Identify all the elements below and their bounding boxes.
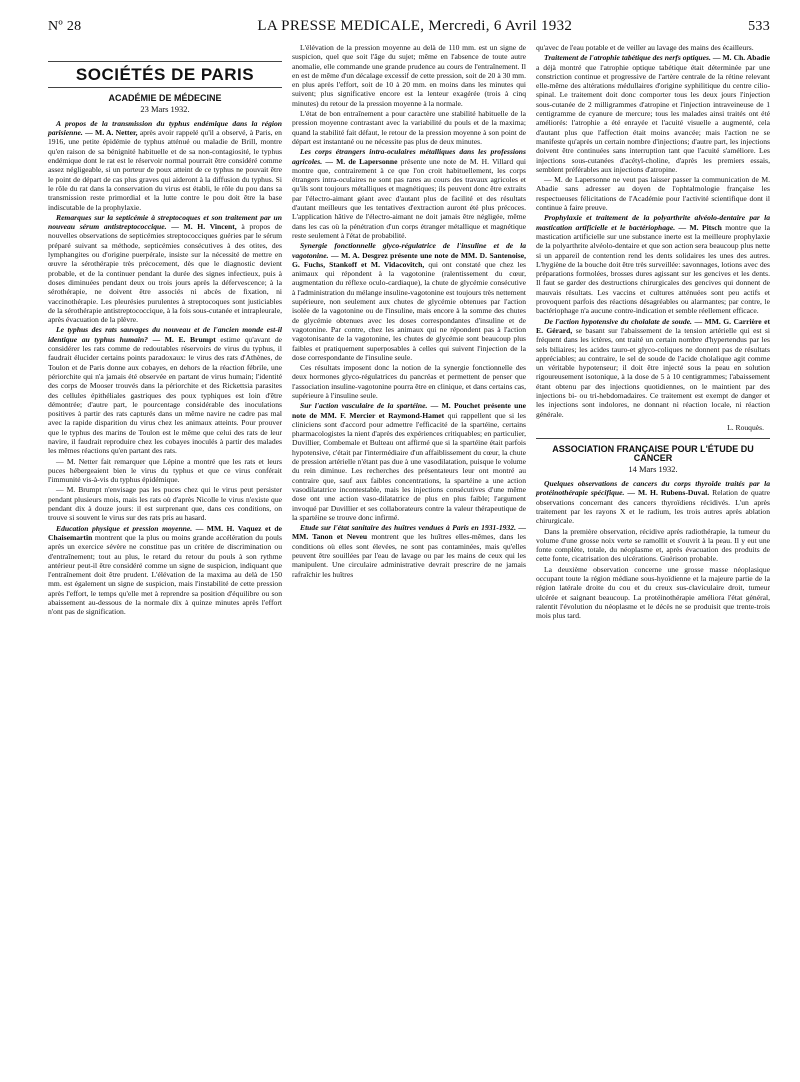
academy-date: 23 Mars 1932. — [140, 103, 190, 114]
paragraph-second-obs: La deuxième observation concerne une grosse masse néoplasique occupant toute la région médiane sous-hyoïdienne et la majeure partie de la région latérale droite du cou et du creux sus-claviculaire droit, tumeur ulcérée et saignant beaucoup. La protéinothérapie améliora l'état général, ralentit l'évolution du néoplasme et le décès ne se produisit que trente-trois mois plus tard. — [536, 564, 770, 621]
association-heading: ASSOCIATION FRANÇAISE POUR L'ÉTUDE DU CANCER — [552, 444, 754, 464]
signature: L. Rouquès. — [727, 422, 764, 432]
page-header — [48, 18, 770, 35]
article-columns — [48, 43, 770, 622]
paragraph-oysters-end: qu'avec de l'eau potable et de veiller au lavage des mains des écailleurs. — [536, 43, 754, 52]
comment-netter: — M. Netter fait remarquer que Lépine a montré que les rats et leurs puces hébergeaient bien le virus du typhus et que ce virus conférait l'immunité vis-à-vis du typhus épidémique. — [48, 456, 282, 485]
association-date: 14 Mars 1932. — [628, 463, 678, 474]
comment-lapersonne: — M. de Lapersonne ne veut pas laisser passer la communication de M. Abadie sans adresser au doyen de l'ophtalmologie française les respectueuses félicitations de l'Académie pour l'activité scientifique dont il continue à faire preuve. — [536, 175, 770, 213]
journal-title: LA PRESSE MEDICALE, Mercredi, 6 Avril 1932 — [257, 18, 573, 34]
academy-heading: ACADÉMIE DE MÉDECINE — [108, 93, 222, 104]
comment-brumpt: — M. Brumpt n'envisage pas les puces chez qui le virus peut persister pendant plusieurs mois, mais les rats où d'après Nicolle le virus n'existe que pendant dix à douze jours: il est surprenant que, dans ces conditions, on trouve si souvent le virus sur des rats pris au hasard. — [48, 485, 282, 523]
issue-date: Mercredi, 6 Avril 1932 — [428, 18, 573, 34]
paragraph-synergy: Ces résultats imposent donc la notion de la synergie fonctionnelle des deux hormones glyco-régulatrices du pancréas et permettent de penser que l'association insuline-vagotonine pourra être en clinique, et dans certains cas, supérieure à l'insuline seule. — [292, 363, 526, 400]
article-brumpt: Le typhus des rats sauvages du nouveau et de l'ancien monde est-il identique au typhus humain? — M. E. Brumpt estime qu'avant de considérer les rats comme de redoutables réservoirs de virus du typhus, il faudrait élucider certains points paradoxaux: le virus des rats d'Athènes, de Toulon et de Paris donne aux cobayes, en dehors de la réaction fébrile, une périorchite qui n'a jamais été observée en partant de virus humain; l'identité des corps de Mooser trouvés dans la périorchite et des Rickettsia parasites des cellules épithéliales gastriques des poux typhiques est loin d'être démontrée; d'autre part, le pourcentage considérable des inoculations positives à partir des rats capturés dans un même navire ne cadre pas mal avec la rapide disparition du virus chez les animaux atteints. Pour prouver que le typhus des marins de Toulon est le même que celui des rats de leur navire, il faudrait reproduire chez les cobayes inoculés à partir des malades les mêmes réactions qu'en partant des rats. — [48, 325, 283, 456]
article-desgrez: Synergie fonctionnelle glyco-régulatrice de l'insuline et de la vagotonine. — M. A. Desgrez présente une note de MM. D. Santenoise, G. Fuchs, Stankoff et M. Vidacovitch, qui ont constaté que chez les animaux qui répondent à la vagotonine (ralentissement du cœur, augmentation du réflexe oculo-cardiaque), la chute de glycémie consécutive à l'administration du mélange insuline-vagotonine est toujours très nettement supérieure, non seulement aux chutes de glycémie obtenues par l'action isolée de la vagotonine ou de l'insuline, mais encore à la somme des chutes de glycémie obtenues avec les doses correspondantes d'insuline et de vagotonine. Par contre, chez les animaux qui ne répondent pas à l'action vagotonisante de la vagotonine, les chutes de glycémie sont beaucoup plus faibles et pratiquement superposables à celles qui suivent l'injection de la dose correspondante de l'insuline seule. — [292, 241, 526, 362]
paragraph-pressure: L'élévation de la pression moyenne au delà de 110 mm. est un signe de suspicion, quel que soit l'âge du sujet; même en l'absence de toute autre anomalie, elle commande une grande prudence au cours de l'entraînement. Il en est de même d'un décalage excessif de cette pression, soit de 20 à 30 mm. en plus après l'effort, soit de 10 à 20 mm. en moins dans les minutes qui suivent; plus significative encore est la lenteur exagérée (trois à cinq minutes) du retour de la pression moyenne à la normale. — [292, 43, 526, 108]
paragraph-training: L'état de bon entraînement a pour caractère une stabilité habituelle de la pression moyenne contrastant avec la variabilité du pouls et de la maxima; quand la stabilité fait défaut, le retour de la pression moyenne à son point de départ est instantané ou ne nécessite pas plus de deux minutes. — [292, 109, 526, 146]
article-tanon: Etude sur l'état sanitaire des huîtres vendues à Paris en 1931-1932. — MM. Tanon et Neveu montrent que les huîtres elles-mêmes, dans les conditions où elles sont élevées, ne sont pas contaminées, mais qu'elles peuvent être souillées par l'eau de lavage ou par les mains de ceux qui les manipulent. Une circulaire administrative devrait prescrire de ne jamais rafraîchir les huîtres — [292, 523, 526, 579]
page-number: 533 — [748, 19, 770, 34]
article-pitsch: Prophylaxie et traitement de la polyarthrite alvéolo-dentaire par la mastication artificielle et le bactériophage. — M. Pitsch montre que la mastication artificielle sur une substance inerte est la meilleure prophylaxie de la polyarthrite alvéolo-dentaire et que son action sera beaucoup plus nette si un appareil de contention rend les dents solidaires les unes des autres. L'hygiène de la bouche doit être très surveillée: savonnages, lotions avec des préparations formolées, brosses dures agissant sur les gencives et les dents. Il faut se garder des destructions chirurgicales des gencives qui donnent de mauvais résultats. Les vaccins et cultures atténuées sont peu actifs et provoquent parfois des réactions désagréables ou alarmantes; par contre, le bactériophage n'a aucune contre-indication et semble réellement efficace. — [536, 213, 770, 316]
article-abadie: Traitement de l'atrophie tabétique des nerfs optiques. — M. Ch. Abadie a déjà montré que l'atrophie optique tabétique était déterminée par une constriction continue et progressive de l'artère centrale de la rétine relevant elle-même des altérations médullaires d'origine syphilitique du centre cilio-spinal. Le traitement doit donc comporter tous les deux jours l'injection sous-cutanée de 2 milligrammes d'atropine et l'injection intraveineuse de 1 centigramme de cyanure de mercure; tous les malades ainsi traités ont été améliorés: l'atrophie a été enrayée et l'acuité visuelle a augmenté, cela d'autant plus que l'affection était moins avancée; mais l'action ne se manifeste qu'après un certain nombre d'injections; d'autre part, les injections doivent être continuées sans interruption tant que l'acuité s'améliore. Les injections sous-cutanées d'acétyl-choline, d'après les premiers essais, semblent préférables aux injections d'atropine. — [536, 53, 770, 174]
article-carriere: De l'action hypotensive du cholalate de soude. — MM. G. Carrière et E. Gérard, se basant sur l'abaissement de la tension artérielle qui est si fréquent dans les ictères, ont traité un certain nombre d'hypertendus par les sels biliaires; les acides tauro-et glyco-coliques ne donnent pas de résultats appréciables; au contraire, le sel de soude de l'acide cholalique agit comme un véritable hypotenseur; il doit être injecté sous la peau en solution rigoureusement isotonique, à la dose de 5 à 10 centigrammes; l'abaissement étant obtenu par des injections quotidiennes, on le maintient par des injections bi- ou tri-hebdomadaires. Ce traitement est exempt de danger et les injections sont indolores, ne donnant ni réaction locale, ni réaction générale. — [536, 316, 771, 419]
divider — [536, 438, 770, 439]
article-vincent: Remarques sur la septicémie à streptocoques et son traitement par un nouveau sérum antistreptococcique. — M. H. Vincent, à propos de nouvelles observations de septicémies streptococciques guéries par le sérum préparé suivant sa méthode, septicémies consécutives à des otites, des lymphangites ou d'origine puerpérale, insiste sur la nécessité de mettre en œuvre la sérothérapie très précocement, dès que le diagnostic devient probable, et de la continuer pendant la durée des signes infectieux, puis à doses diminuées pendant deux ou trois jours après la défervescence; à la sérothérapie, ne doivent être associés ni abcès de fixation, ni vaccinothérapie. Les pleurésies purulentes à streptocoques sont justiciables de la sérothérapie antistreptococcique, à la fois sous-cutanée et intrapleurale, après évacuation de la plèvre. — [48, 212, 282, 325]
column-2 — [292, 43, 526, 622]
column-1 — [48, 43, 282, 622]
section-title: SOCIÉTÉS DE PARIS — [48, 61, 282, 88]
column-3 — [536, 43, 770, 622]
article-pouchet: Sur l'action vasculaire de la spartéine. — M. Pouchet présente une note de MM. F. Mercier et Raymond-Hamet qui rappellent que si les cliniciens sont d'accord pour admettre l'efficacité de la spartéine, certains pharmacologistes la nient d'après des expériences critiquables; en particulier, Duvillier, Combemale et Bulteau ont affirmé que si la spartéine était parfois hypotensive, c'était par l'intermédiaire d'un affaiblissement du cœur, la chute de pression artérielle n'étant pas due à une vasodilatation, puisque le volume du rein diminue. Les recherches des présentateurs leur ont montré au contraire que, sauf aux faibles concentrations, la spartéine a une action vasodilatatrice incontestable, mais les injections consécutives d'une même dose ont une action vaso-dilatatrice de plus en plus faible; l'argument invoqué par Duvillier et ses collaborateurs contre la valeur thérapeutique de la spartéine se trouve donc infirmé. — [292, 401, 527, 522]
issue-number: Nº 28 — [48, 19, 82, 34]
article-lapersonne: Les corps étrangers intra-oculaires métalliques dans les professions agricoles. — M. de Lapersonne présente une note de M. H. Villard qui montre que, contrairement à ce que l'on croit habituellement, les corps étrangers intra-oculaires ne sont pas rares au cours des travaux agricoles et qu'ils sont toujours métalliques et magnétiques; ils peuvent donc être extraits par l'électro-aimant géant avec d'autant plus de facilité et des résultats d'autant meilleurs que les tentatives d'extraction auront été plus précoces. L'application hâtive de l'électro-aimant ne doit jamais être négligée, même dans les cas où la pénétration d'un corps étranger métallique et magnétique reste seulement à l'état de probabilité. — [292, 147, 526, 240]
article-netter: A propos de la transmission du typhus endémique dans la région parisienne. — M. A. Netter, après avoir rappelé qu'il a observé, à Paris, en 1916, une petite épidémie de typhus atténué ou maladie de Brill, montre qu'en raison de sa bénignité habituelle et de sa non-contagiosité, le typhus endémique dont le rat est le réservoir normal pourrait être considéré comme assez négligeable, si un porteur de poux atteint de ce typhus ne pouvait être le point de départ de cas plus graves qui aideront à la diffusion du typhus. Si le rôle du rat dans la conservation du virus est établi, le rôle du pou dans sa transmission reste primordial et la lutte contre le pou doit être la base indiscutable de la prophylaxie. — [48, 118, 282, 212]
article-vaquez: Education physique et pression moyenne. — MM. H. Vaquez et de Chaisemartin montrent que la plus ou moins grande accélération du pouls après un exercice sévère ne constitue pas un critère de discrimination ou d'entraînement; tout au plus, le retard du retour du pouls à son rythme antérieur peut-il être considéré comme un signe de suspicion, indiquant que l'entraînement doit être prudent. L'élévation de la maxima au delà de 150 mm. est également un signe de suspicion, mais l'instabilité de cette pression après l'effort, le temps qu'elle met à reprendre sa position d'équilibre ou son abaissement au-dessous de la normale dix à quinze minutes après l'effort n'ont pas de signification. — [48, 523, 282, 617]
article-rubens-duval: Quelques observations de cancers du corps thyroïde traités par la protéinothérapie spécifique. — M. H. Rubens-Duval. Relation de quatre observations concernant des cancers thyroïdiens récidivés. L'un après traitement par les rayons X et le radium, les trois autres après ablation chirurgicale. — [536, 479, 771, 526]
paragraph-first-obs: Dans la première observation, récidive après radiothérapie, la tumeur du volume d'une grosse noix verte se ramollit et s'ouvrit à la peau. Il y eut une fonte complète, totale, du néoplasme et, après évacuation des produits de cette fonte, cicatrisation des ulcérations. Guérison probable. — [536, 526, 770, 564]
